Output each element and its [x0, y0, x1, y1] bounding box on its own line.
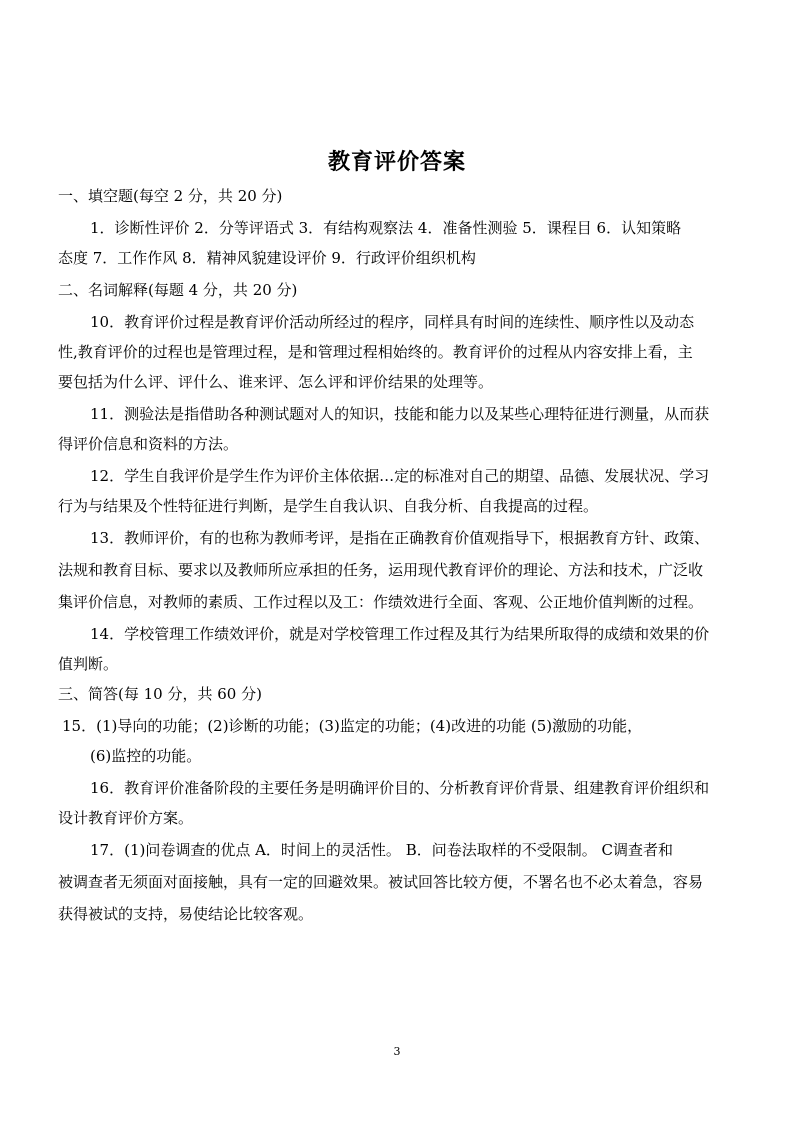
answer-line: 设计教育评价方案。 [58, 809, 194, 827]
section-heading-fill-in: 一、填空题(每空 2 分，共 20 分) [58, 187, 283, 205]
answer-line: 13．教师评价，有的也称为教师考评，是指在正确教育价值观指导下，根据教育方针、政策、 [90, 529, 710, 547]
answer-line: 10．教育评价过程是教育评价活动所经过的程序，同样具有时间的连续性、顺序性以及动态 [90, 313, 695, 331]
answer-line: 16．教育评价准备阶段的主要任务是明确评价目的、分析教育评价背景、组建教育评价组织和 [90, 779, 710, 797]
answer-line: 11．测验法是指借助各种测试题对人的知识，技能和能力以及某些心理特征进行测量，从而获 [90, 405, 710, 423]
answer-line: 得评价信息和资料的方法。 [58, 435, 239, 453]
answer-line: 法规和教育目标、要求以及教师所应承担的任务，运用现代教育评价的理论、方法和技术，广泛收 [58, 561, 704, 579]
answer-line: 14．学校管理工作绩效评价，就是对学校管理工作过程及其行为结果所取得的成绩和效果的价 [90, 625, 710, 643]
answer-line: 要包括为什么评、评什么、谁来评、怎么评和评价结果的处理等。 [58, 373, 494, 391]
section-heading-terms: 二、名词解释(每题 4 分，共 20 分) [58, 281, 298, 299]
answer-line: 被调查者无须面对面接触，具有一定的回避效果。被试回答比较方便，不署名也不必太着急，容易 [58, 873, 704, 891]
answer-line: 集评价信息，对教师的素质、工作过程以及工：作绩效进行全面、客观、公正地价值判断的过程。 [58, 593, 704, 611]
answer-line: (6)监控的功能。 [90, 747, 202, 765]
page-number: 3 [393, 1045, 401, 1058]
section-heading-short-answer: 三、简答(每 10 分，共 60 分) [58, 685, 262, 703]
answer-line: 值判断。 [58, 655, 119, 673]
answer-line: 17．(1)问卷调查的优点 A．时间上的灵活性。 B．问卷法取样的不受限制。 C调查者和 [90, 841, 673, 859]
answer-line: 1．诊断性评价 2．分等评语式 3．有结构观察法 4．准备性测验 5．课程目 6．认知策略 [90, 219, 682, 237]
answer-line: 12．学生自我评价是学生作为评价主体依据…定的标准对自己的期望、品德、发展状况、学习 [90, 467, 710, 485]
page-title: 教育评价答案 [327, 149, 466, 175]
answer-line: 性,教育评价的过程也是管理过程，是和管理过程相始终的。教育评价的过程从内容安排上看，主 [58, 343, 693, 361]
answer-line: 15．(1)导向的功能；(2)诊断的功能；(3)监定的功能；(4)改进的功能 (5)激励的功能， [62, 717, 643, 735]
answer-line: 获得被试的支持，易使结论比较客观。 [58, 905, 314, 923]
answer-line: 行为与结果及个性特征进行判断，是学生自我认识、自我分析、自我提高的过程。 [58, 497, 599, 515]
answer-line: 态度 7．工作作风 8．精神风貌建设评价 9．行政评价组织机构 [58, 249, 476, 267]
